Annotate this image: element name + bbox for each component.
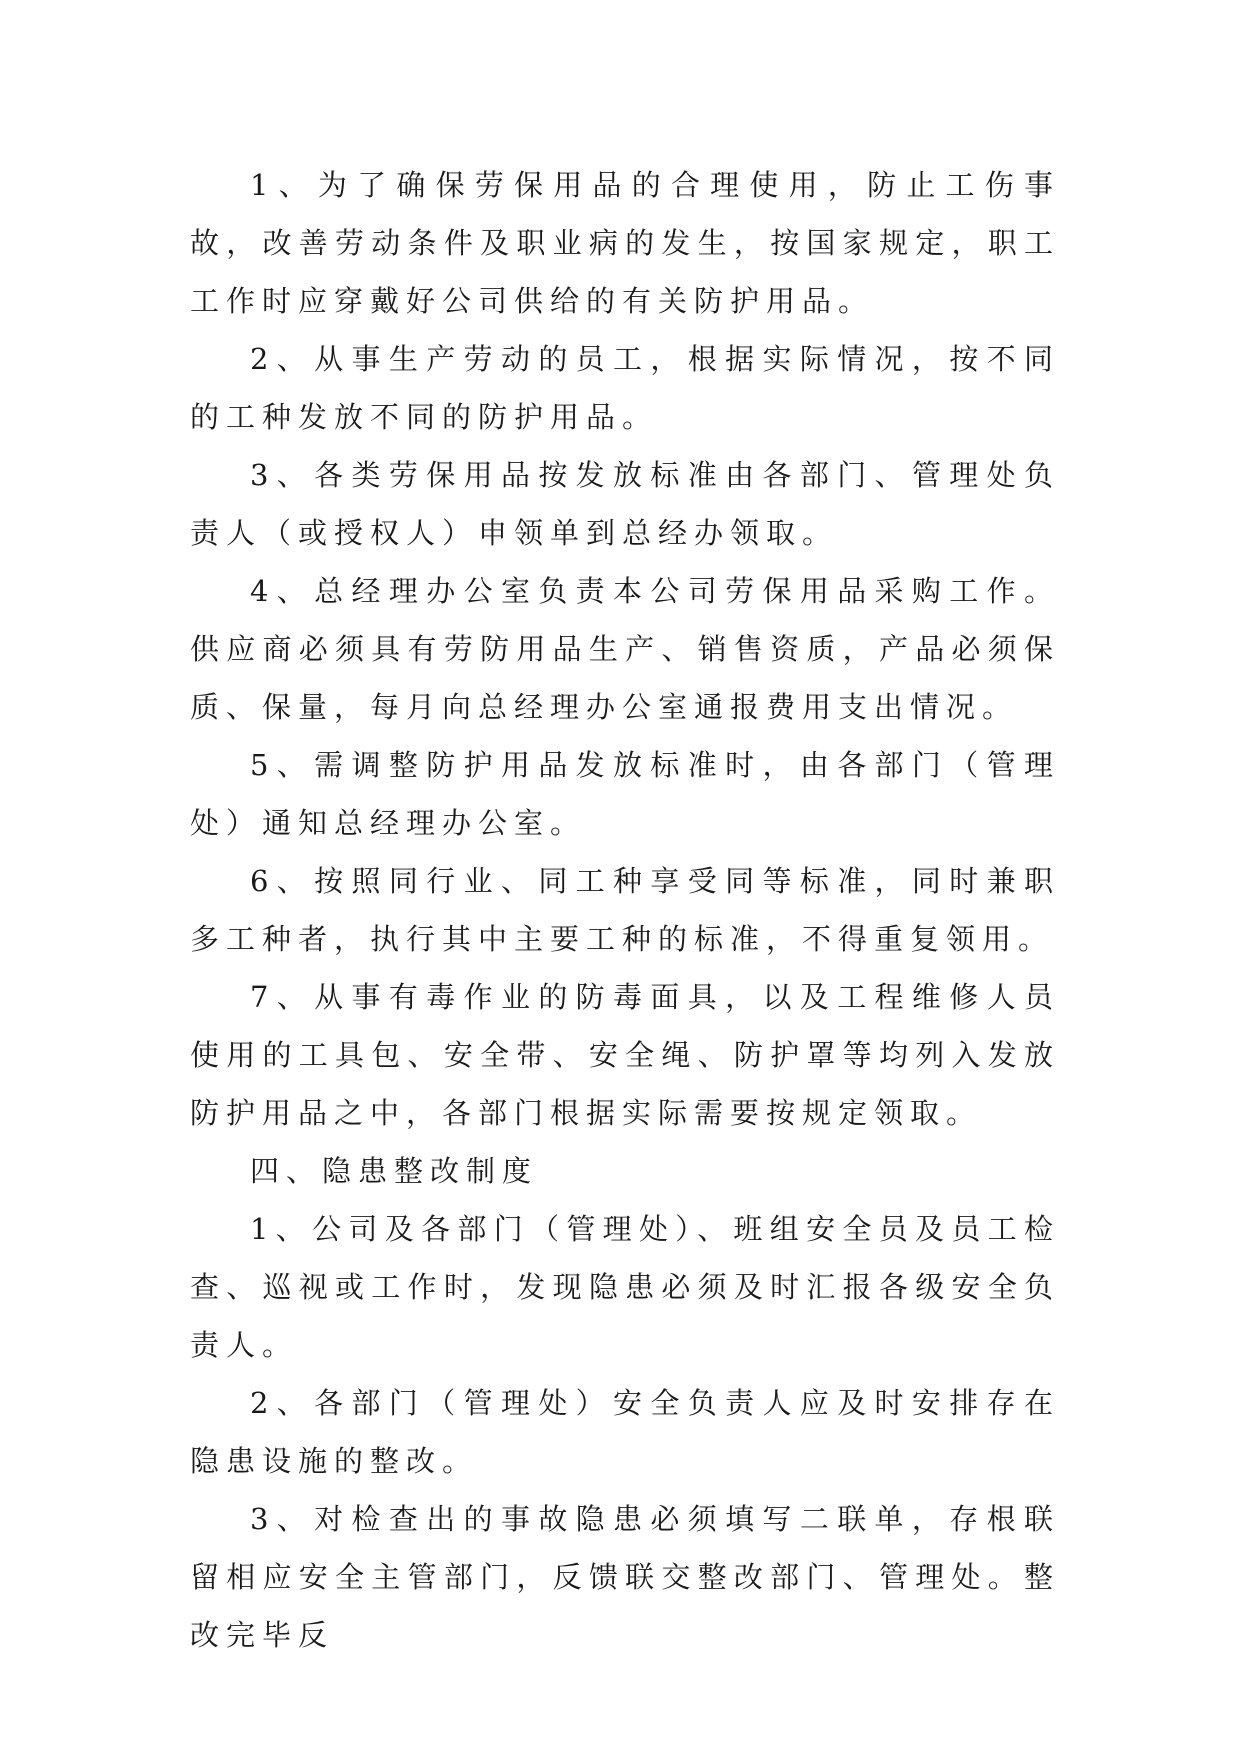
section-heading: 四、隐患整改制度 [250, 1154, 539, 1188]
paragraph-1: 1、为了确保劳保用品的合理使用，防止工伤事故，改善劳动条件及职业病的发生，按国家规定，职工工作时应穿戴好公司供给的有关防护用品。 [190, 168, 1060, 318]
paragraph-4: 4、总经理办公室负责本公司劳保用品采购工作。供应商必须具有劳防用品生产、销售资质，产品必须保质、保量，每月向总经理办公室通报费用支出情况。 [190, 574, 1060, 724]
section-paragraph-2: 2、各部门（管理处）安全负责人应及时安排存在隐患设施的整改。 [190, 1386, 1060, 1478]
paragraph-3: 3、各类劳保用品按发放标准由各部门、管理处负责人（或授权人）申领单到总经办领取。 [190, 458, 1060, 550]
section-paragraph-1: 1、公司及各部门（管理处）、班组安全员及员工检查、巡视或工作时，发现隐患必须及时汇报各级安全负责人。 [190, 1212, 1060, 1362]
paragraph-7: 7、从事有毒作业的防毒面具，以及工程维修人员使用的工具包、安全带、安全绳、防护罩等均列入发放防护用品之中，各部门根据实际需要按规定领取。 [190, 980, 1060, 1130]
paragraph-5: 5、需调整防护用品发放标准时，由各部门（管理处）通知总经理办公室。 [190, 748, 1060, 840]
paragraph-2: 2、从事生产劳动的员工，根据实际情况，按不同的工种发放不同的防护用品。 [190, 342, 1060, 434]
section-paragraph-3: 3、对检查出的事故隐患必须填写二联单，存根联留相应安全主管部门，反馈联交整改部门、管理处。整改完毕反 [190, 1502, 1060, 1652]
document-page [190, 156, 1060, 1664]
paragraph-6: 6、按照同行业、同工种享受同等标准，同时兼职多工种者，执行其中主要工种的标准，不得重复领用。 [190, 864, 1060, 956]
